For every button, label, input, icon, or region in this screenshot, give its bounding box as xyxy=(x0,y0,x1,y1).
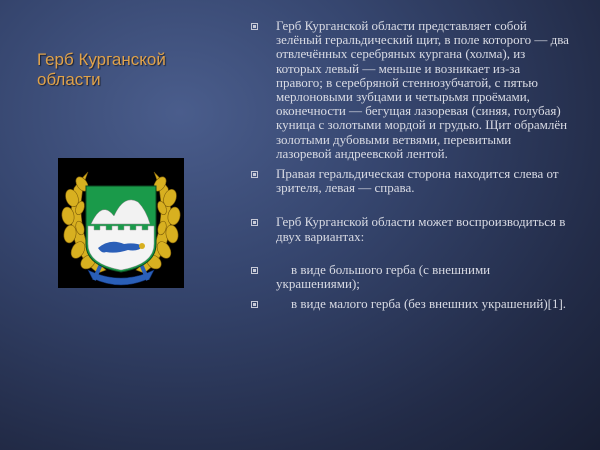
square-bullet-icon xyxy=(251,301,258,308)
bullet-paragraph: Герб Курганской области может воспроизводиться в двух вариантах: xyxy=(250,215,570,243)
slide-title: Герб Курганской области xyxy=(37,50,166,89)
bullet-paragraph: Герб Курганской области представляет собой зелёный геральдический щит, в поле которого — два отвлечённых серебряных кургана (холма), из которых левый — меньше и возникает из-за правого; в серебряной стеннозубчатой, с пятью мерлоновыми зубцами и четырьмя проёмами, оконечности — бегущая лазоревая (синяя, голубая) куница с золотыми мордой и грудью. Щит обрамлён золотыми дубовыми ветвями, перевитыми лазоревой андреевской лентой. xyxy=(250,19,570,161)
coat-of-arms-image xyxy=(58,158,184,288)
square-bullet-icon xyxy=(251,171,258,178)
bullet-paragraph: Правая геральдическая сторона находится слева от зрителя, левая — справа. xyxy=(250,167,570,195)
bullet-paragraph: в виде малого герба (без внешних украшений)[1]. xyxy=(250,297,570,311)
square-bullet-icon xyxy=(251,219,258,226)
square-bullet-icon xyxy=(251,267,258,274)
bullet-paragraph: в виде большого герба (с внешними украшениями); xyxy=(250,263,570,291)
slide-body xyxy=(250,19,570,311)
square-bullet-icon xyxy=(251,23,258,30)
kurgan-oblast-coat-of-arms-icon xyxy=(58,158,184,288)
